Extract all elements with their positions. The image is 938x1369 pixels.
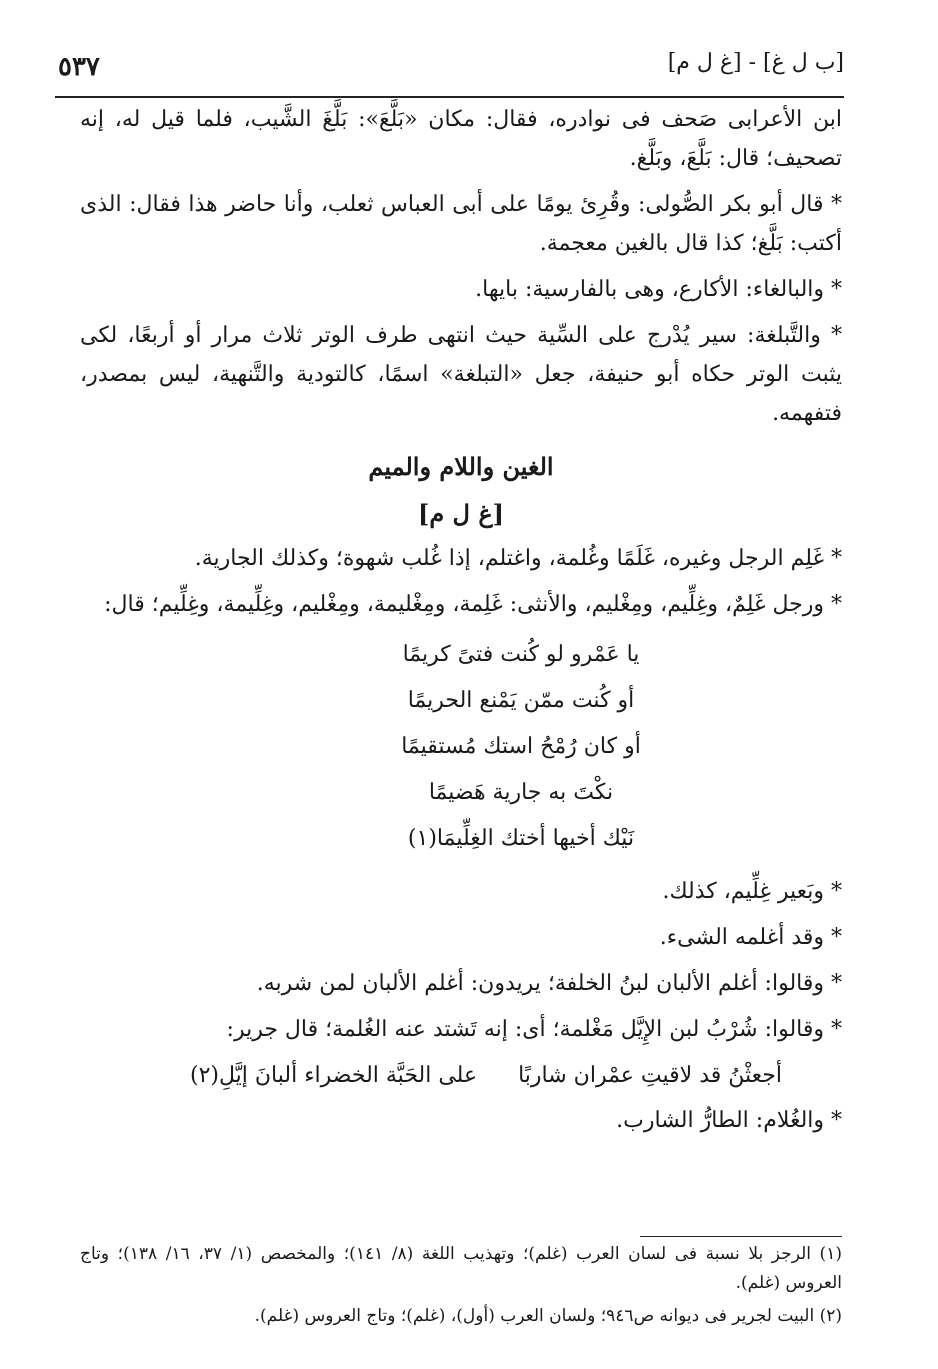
paragraph: * والبالغاء: الأكارع، وهى بالفارسية: بايها. — [475, 277, 842, 302]
couplet-second-hemistich: على الحَبَّة الخضراء ألبانَ إيَّلِ(٢) — [190, 1063, 478, 1088]
entry: * والغُلام: الطارُّ الشارب. — [616, 1108, 842, 1133]
paragraph: * قال أبو بكر الصُّولى: وقُرِئ يومًا على أبى العباس ثعلب، وأنا حاضر هذا فقال: الذى أكتب: بَلَّغ؛ كذا قال بالغين معجمة. — [80, 192, 842, 256]
footnote: (١) الرجز بلا نسبة فى لسان العرب (غلم)؛ وتهذيب اللغة (٨/ ١٤١)؛ والمخصص (١/ ٣٧، ١٦/ ١٣٨)؛ وتاج العروس (غلم). — [80, 1244, 842, 1293]
poem-verse: أو كُنت ممّن يَمْنع الحريمًا — [407, 688, 635, 713]
footnote: (٢) البيت لجرير فى ديوانه ص٩٤٦؛ ولسان العرب (أول)، (غلم)؛ وتاج العروس (غلم). — [254, 1306, 842, 1326]
entry: * وقالوا: أغلم الألبان لبنُ الخلفة؛ يريدون: أغلم الألبان لمن شربه. — [256, 971, 842, 996]
poem-verse: يا عَمْرو لو كُنت فتىً كريمًا — [402, 642, 640, 667]
poem — [80, 632, 842, 862]
entry: * غَلِم الرجل وغيره، غَلَمًا وغُلمة، واغتلم، إذا غُلب شهوة؛ وكذلك الجارية. — [194, 546, 842, 571]
entry: * وقالوا: شُرْبُ لبن الإِيَّل مَغْلمة؛ أى: إنه تَشتد عنه الغُلمة؛ قال جرير: — [226, 1017, 842, 1042]
page-body — [80, 100, 842, 1147]
header-rule — [55, 96, 844, 98]
footnote-rule — [640, 1236, 842, 1237]
footnotes — [80, 1240, 842, 1335]
entry: * وبَعير غِلِّيم، كذلك. — [662, 879, 842, 904]
entry: * ورجل غَلِمٌ، وغِلِّيم، ومِغْليم، والأنثى: غَلِمة، ومِغْليمة، ومِغْليم، وغِلِّيمة، وغِلِّيم؛ قال: — [104, 592, 842, 617]
entry: * وقد أغلمه الشىء. — [659, 925, 842, 950]
paragraph: * والتَّبلغة: سير يُدْرج على السِّية حيث انتهى طرف الوتر ثلاث مرار أو أربعًا، لكى يثبت الوتر حكاه أبو حنيفة، جعل «التبلغة» اسمًا، كالتودية والتَّنهية، ليس بمصدر، فتفهمه. — [80, 323, 842, 426]
running-header: [ب ل غ] - [غ ل م] — [667, 50, 844, 75]
root-heading: [غ ل م] — [417, 499, 505, 528]
poem-verse: نكْتَ به جارية هَضيمًا — [428, 780, 614, 805]
paragraph: ابن الأعرابى صَحف فى نوادره، فقال: مكان «بَلَّعَ»: بَلَّغَ الشَّيب، فلما قيل له، إنه تصحيف؛ قال: بَلَّعَ، وبَلَّغ. — [80, 107, 842, 171]
couplet-first-hemistich: أجعثْنُ قد لاقيتِ عمْران شاربًا — [518, 1063, 782, 1088]
section-title: الغين واللام والميم — [368, 452, 554, 481]
poem-verse: أو كان رُمْحُ استك مُستقيمًا — [401, 734, 641, 759]
page-number: ٥٣٧ — [58, 52, 100, 82]
poem-verse: نَيْك أخيها أختك الغِلِّيمَا(١) — [407, 826, 635, 851]
couplet — [80, 1056, 842, 1095]
